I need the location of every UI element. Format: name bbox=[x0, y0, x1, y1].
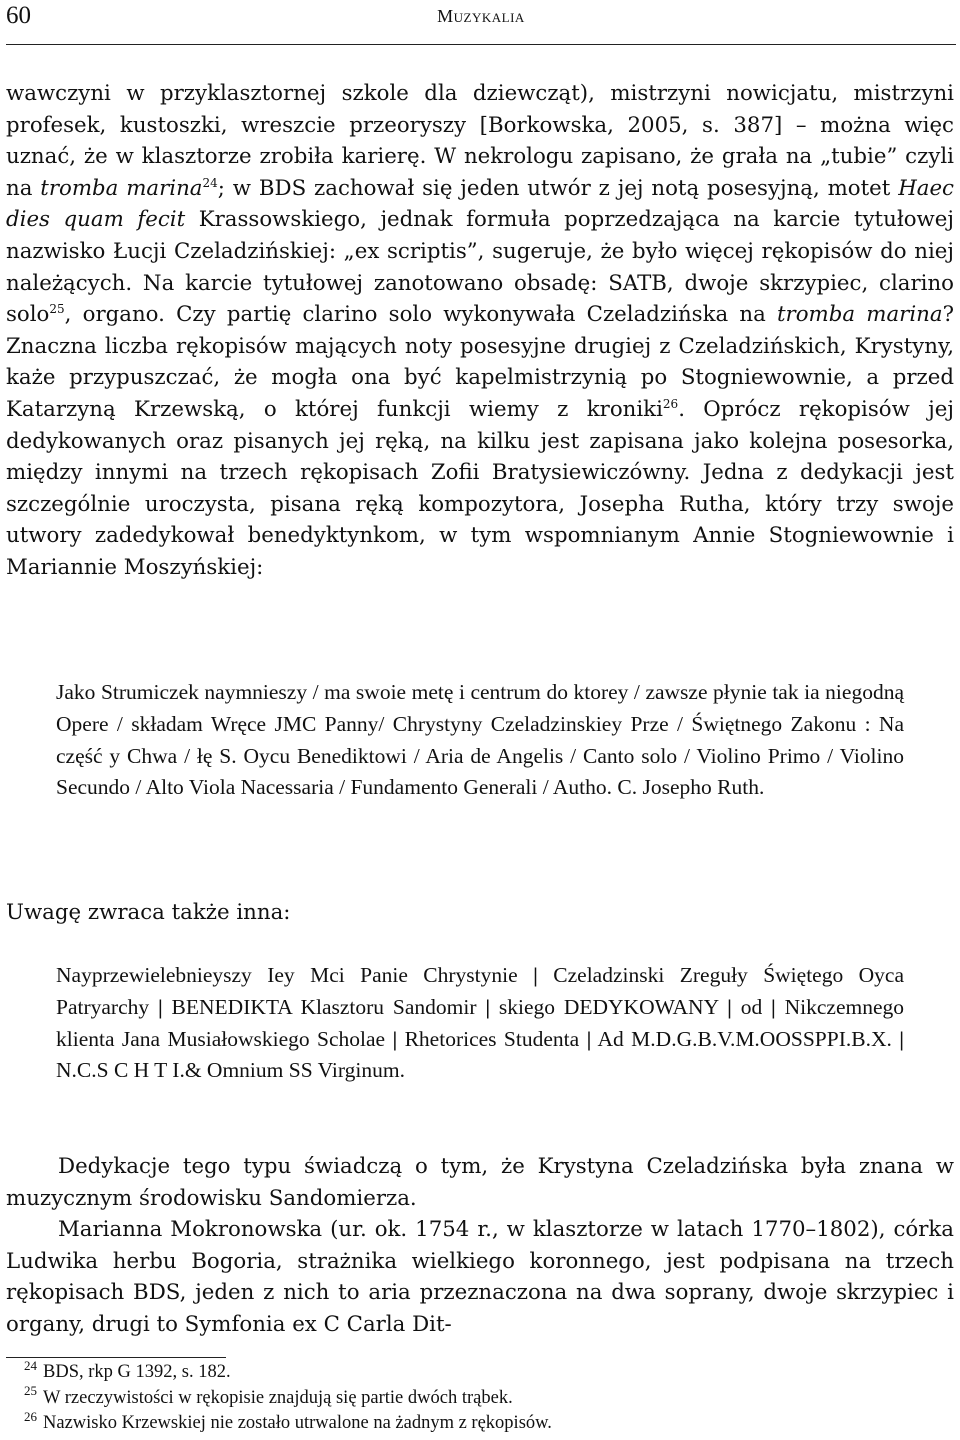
separator-bar: | bbox=[485, 994, 491, 1019]
footnote-26 bbox=[24, 1408, 944, 1437]
footnote-text: W rzeczywistości w rękopisie znajdują się partie dwóch trąbek. bbox=[43, 1387, 513, 1408]
text-run: Krassowskiego, jednak formuła poprzedzająca na karcie tytułowej nazwisko Łucji Czeladzińskiej: „ex scriptis”, sugeruje, że było więcej rękopisów do niej należących. Na karcie tytułowej zanotowano obsadę: SATB, dwoje skrzypiec, clarino solo bbox=[6, 207, 954, 328]
quote-segment: skiego DEDYKOWANY bbox=[498, 994, 719, 1019]
quote-segment: Nikczemnego klienta Jana Musiałowskiego Scholae bbox=[56, 994, 905, 1051]
footnote-ref[interactable]: 25 bbox=[49, 302, 65, 317]
paragraph-group bbox=[6, 1151, 954, 1341]
quote-segment: od bbox=[740, 994, 763, 1019]
main-paragraph bbox=[6, 78, 954, 584]
footnote-number: 25 bbox=[24, 1383, 37, 1399]
text-run: ; w BDS zachował się jeden utwór z jej notą posesyjną, motet bbox=[217, 175, 899, 201]
separator-bar: | bbox=[727, 994, 732, 1019]
block-quote-dedication bbox=[56, 960, 904, 1087]
footnote-text: Nazwisko Krzewskiej nie zostało utrwalone na żadnym z rękopisów. bbox=[43, 1413, 552, 1433]
paragraph-marianna: Marianna Mokronowska (ur. ok. 1754 r., w klasztorze w latach 1770–1802), córka Ludwika herbu Bogoria, strażnika wielkiego koronnego, jest podpisana na trzech rękopisach BDS, jeden z nich to aria przeznaczona na dwa soprany, dwoje skrzypiec i organy, drugi to Symfonia ex C Carla Dit- bbox=[6, 1217, 954, 1337]
page-number: 60 bbox=[6, 2, 31, 29]
uwaga-line: Uwagę zwraca także inna: bbox=[6, 900, 291, 925]
separator-bar: | bbox=[157, 994, 163, 1019]
page-header bbox=[6, 0, 956, 45]
paragraph-dedykacje: Dedykacje tego typu świadczą o tym, że Krystyna Czeladzińska była znana w muzycznym środowisku Sandomierza. bbox=[6, 1154, 954, 1211]
text-run: ? Znaczna liczba rękopisów mających noty posesyjne drugiej z Czeladzińskich, Krystyny, każe przypuszczać, że mogła ona być kapelmistrzynią po Stogniewownie, a przed Katarzyną Krzewską, o której funkcji wiemy z kroniki bbox=[6, 302, 954, 422]
italic-term: tromba marina bbox=[40, 175, 203, 201]
quote-segment: Nayprzewielebnieyszy Iey Mci Panie Chrystynie bbox=[56, 963, 518, 987]
quote-segment: BENEDIKTA Klasztoru Sandomir bbox=[171, 994, 477, 1019]
separator-bar: | bbox=[586, 1026, 592, 1051]
footnote-24 bbox=[24, 1357, 944, 1386]
block-quote-ruth: Jako Strumiczek naymnieszy / ma swoie metę i centrum do ktorey / zawsze płynie tak ia niegodną Opere / składam Wręce JMC Panny/ Chrystyny Czeladzinskiey Prze / Świętnego Zakonu : Na część y Chwa / łę S. Oycu Benediktowi / Aria de Angelis / Canto solo / Violino Primo / Violino Secundo / Alto Viola Nacessaria / Fundamento Generali / Autho. C. Josepho Ruth. bbox=[56, 680, 904, 800]
footnote-25 bbox=[24, 1383, 944, 1412]
text-run: , organo. Czy partię clarino solo wykonywała Czeladzińska na bbox=[64, 302, 777, 328]
footnote-number: 26 bbox=[24, 1408, 37, 1424]
text-run: wawczyni w przyklasztornej szkole dla dziewcząt), mistrzyni nowicjatu, mistrzyni profesek, kustoszki, wreszcie przeoryszy [Borkowska, 2005, s. 387] – można więc uznać, że w klasztorze zrobiła karierę. W nekrologu zapisano, że grała na „tubie” czyli na bbox=[6, 81, 954, 201]
italic-title: Haec dies quam fecit bbox=[6, 175, 954, 233]
separator-bar: | bbox=[899, 1026, 904, 1051]
footnote-number: 24 bbox=[24, 1357, 37, 1373]
quote-segment: Rhetorices Studenta bbox=[404, 1026, 580, 1051]
running-title: Muzykalia bbox=[437, 6, 525, 26]
separator-bar: | bbox=[533, 963, 538, 987]
separator-bar: | bbox=[392, 1026, 398, 1051]
footnotes bbox=[24, 1357, 944, 1437]
quote-segment: Czeladzinski Zreguły Świętego Oyca Patryarchy bbox=[56, 963, 904, 1019]
text-run: . Oprócz rękopisów jej dedykowanych oraz pisanych jej ręką, na kilku jest zapisana jako kolejna posesorka, między innymi na trzech rękopisach Zofii Bratysiewiczówny. Jedna z dedykacji jest szczególnie uroczysta, pisana ręką kompozytora, Josepha Rutha, który trzy swoje utwory zadedykował benedyktynkom, w tym wspomnianym Annie Stogniewownie i Mariannie Moszyńskiej: bbox=[6, 396, 954, 580]
quote-segment: N.C.S C H T I.& Omnium SS Virginum. bbox=[56, 1058, 405, 1083]
footnote-ref[interactable]: 26 bbox=[662, 396, 679, 411]
italic-term: tromba marina bbox=[777, 302, 943, 328]
quote-segment: Ad M.D.G.B.V.M.OOSSPPI.B.X. bbox=[597, 1026, 892, 1051]
footnote-ref[interactable]: 24 bbox=[202, 175, 218, 190]
separator-bar: | bbox=[771, 994, 776, 1019]
footnote-text: BDS, rkp G 1392, s. 182. bbox=[43, 1362, 231, 1382]
footnote-divider bbox=[6, 1357, 226, 1358]
